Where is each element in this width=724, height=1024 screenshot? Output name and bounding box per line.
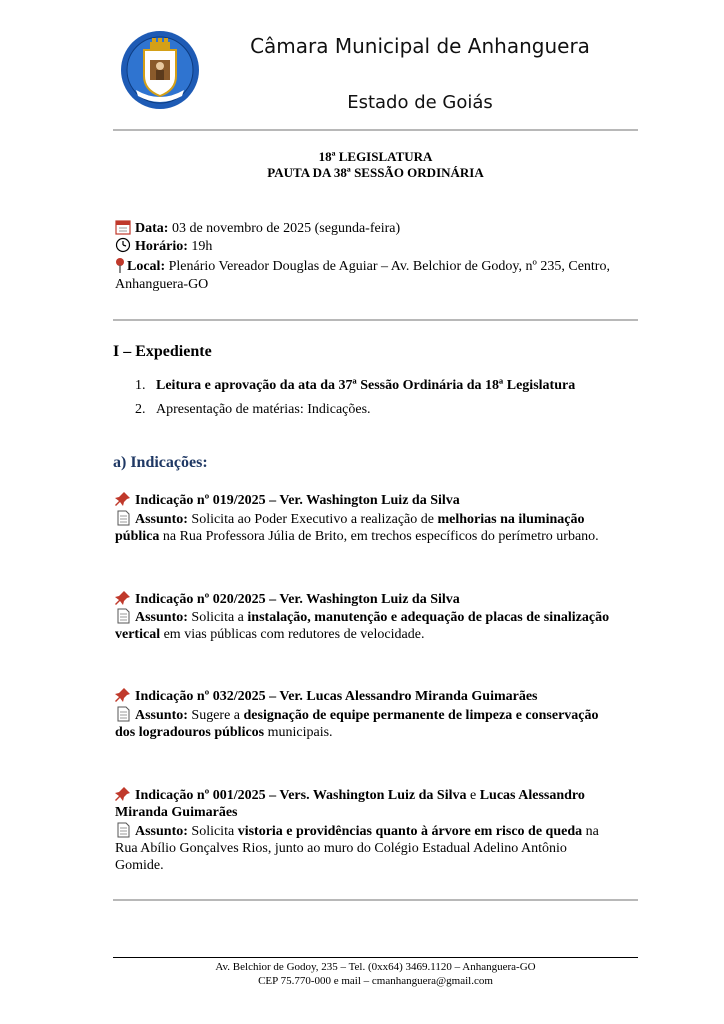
indicacao-001-title-cont: Lucas Alessandro: [479, 788, 585, 803]
calendar-icon: [115, 219, 131, 235]
footer-address: Av. Belchior de Godoy, 235 – Tel. (0xx64) 3469.1120 – Anhanguera-GO: [215, 961, 536, 973]
subject-text-cont: Rua Abílio Gonçalves Rios, junto ao muro do Colégio Estadual Adelino Antônio: [115, 841, 567, 856]
pushpin-icon: [115, 491, 131, 507]
subject-text-end: Gomide.: [115, 858, 164, 873]
session-heading: PAUTA DA 38ª SESSÃO ORDINÁRIA: [267, 165, 484, 180]
time-line: [115, 237, 640, 256]
title-conjunction: e: [466, 788, 480, 803]
subject-text-cont: municipais.: [264, 725, 333, 740]
agenda-item-2: [135, 402, 371, 418]
footer-contact: CEP 75.770-000 e mail – cmanhanguera@gmail.com: [258, 975, 493, 987]
indicacao-001-subject: [115, 822, 640, 874]
legislature-heading: 18ª LEGISLATURA: [318, 149, 433, 164]
subject-label: Assunto:: [135, 512, 188, 527]
agenda-item-1-text: Leitura e aprovação da ata da 37ª Sessão Ordinária da 18ª Legislatura: [156, 378, 576, 393]
indicacao-020-heading: [115, 590, 640, 608]
time-value: 19h: [191, 239, 213, 254]
location-pin-icon: [115, 257, 125, 273]
indicacao-001-title-end: Miranda Guimarães: [115, 805, 238, 820]
subject-highlight-cont: pública: [115, 529, 160, 544]
location-value: Plenário Vereador Douglas de Aguiar – Av. Belchior de Godoy, nº 235, Centro,: [168, 259, 610, 274]
agenda-item-1-number: 1.: [135, 378, 146, 393]
location-value-cont: Anhanguera-GO: [115, 277, 209, 292]
clock-icon: [115, 237, 131, 253]
location-label: Local:: [127, 259, 166, 274]
indicacao-020-title: Indicação nº 020/2025 – Ver. Washington Luiz da Silva: [135, 592, 460, 607]
subject-label: Assunto:: [135, 824, 188, 839]
state-subtitle: Estado de Goiás: [347, 92, 493, 113]
document-icon: [115, 822, 131, 838]
pushpin-icon: [115, 590, 131, 606]
footer-divider: [113, 957, 638, 958]
time-label: Horário:: [135, 239, 188, 254]
date-line: [115, 219, 640, 238]
info-divider: [113, 319, 638, 321]
subject-text-cont: em vias públicas com redutores de velocidade.: [160, 627, 425, 642]
subject-text-mid: na: [582, 824, 599, 839]
date-value: 03 de novembro de 2025 (segunda-feira): [171, 221, 401, 236]
header-divider: [113, 129, 638, 131]
subject-highlight: melhorias na iluminação: [437, 512, 585, 527]
subject-highlight-cont: vertical: [115, 627, 161, 642]
indicacao-032-title: Indicação nº 032/2025 – Ver. Lucas Alessandro Miranda Guimarães: [135, 689, 538, 704]
section-expediente-title: I – Expediente: [113, 343, 212, 360]
location-line: [115, 257, 640, 294]
content-divider: [113, 899, 638, 901]
subject-highlight: vistoria e providências quanto à árvore em risco de queda: [237, 824, 583, 839]
indicacao-019-heading: [115, 491, 640, 509]
indicacao-019-title: Indicação nº 019/2025 – Ver. Washington Luiz da Silva: [135, 493, 460, 508]
indicacao-020-subject: [115, 608, 640, 643]
subject-text: Sugere a: [191, 708, 244, 723]
agenda-item-2-text: Apresentação de matérias: Indicações.: [156, 402, 371, 417]
agenda-item-2-number: 2.: [135, 402, 146, 417]
agenda-item-1: [135, 378, 575, 394]
indicacoes-title: a) Indicações:: [113, 454, 208, 471]
municipal-seal-logo: [120, 30, 200, 110]
indicacao-001-heading: [115, 786, 640, 821]
indicacao-032-heading: [115, 687, 640, 705]
subject-text-cont: na Rua Professora Júlia de Brito, em trechos específicos do perímetro urbano.: [159, 529, 599, 544]
subject-text: Solicita a: [191, 610, 248, 625]
subject-text: Solicita: [191, 824, 238, 839]
subject-label: Assunto:: [135, 708, 188, 723]
institution-title: Câmara Municipal de Anhanguera: [250, 34, 590, 58]
pushpin-icon: [115, 687, 131, 703]
document-icon: [115, 608, 131, 624]
subject-highlight-cont: dos logradouros públicos: [115, 725, 265, 740]
indicacao-019-subject: [115, 510, 640, 545]
subject-highlight: instalação, manutenção e adequação de placas de sinalização: [247, 610, 610, 625]
document-icon: [115, 510, 131, 526]
subject-text: Solicita ao Poder Executivo a realização de: [191, 512, 438, 527]
indicacao-032-subject: [115, 706, 640, 741]
indicacao-001-title: Indicação nº 001/2025 – Vers. Washington Luiz da Silva: [135, 788, 467, 803]
pushpin-icon: [115, 786, 131, 802]
document-icon: [115, 706, 131, 722]
subject-label: Assunto:: [135, 610, 188, 625]
subject-highlight: designação de equipe permanente de limpeza e conservação: [243, 708, 599, 723]
date-label: Data:: [135, 221, 169, 236]
